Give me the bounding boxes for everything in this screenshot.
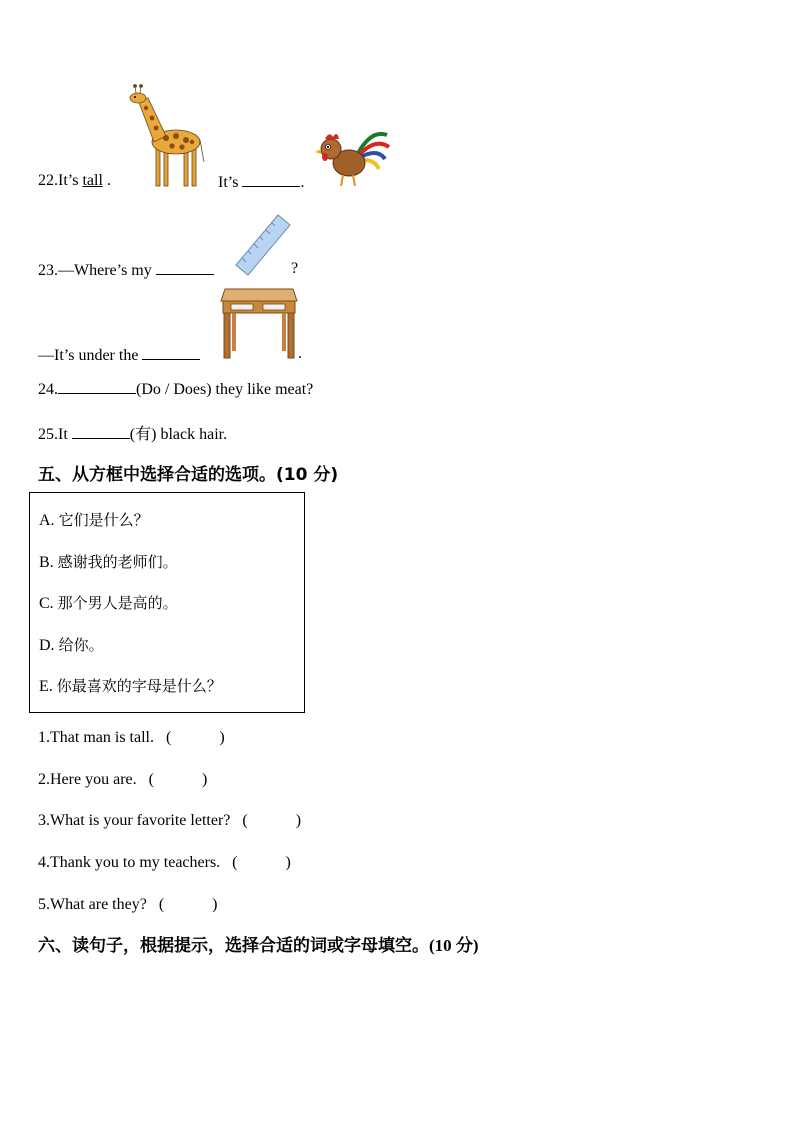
match-question-4: [38, 849, 291, 872]
q22-tall-word: tall: [82, 172, 103, 189]
option-e: [39, 675, 222, 696]
match-question-text: 3.What is your favorite letter?: [38, 812, 231, 829]
q25-text: (有) black hair.: [129, 426, 228, 443]
match-question-text: 1.That man is tall.: [38, 729, 154, 746]
match-question-1: [38, 724, 225, 747]
option-letter: A.: [39, 512, 55, 529]
option-text: 你最喜欢的字母是什么？: [56, 677, 222, 695]
options-box: [29, 492, 305, 713]
q22-right-text: It’s: [218, 174, 243, 191]
ruler-icon: [232, 211, 292, 277]
match-question-2: [38, 766, 207, 789]
q23-answer-blank-2[interactable]: [142, 345, 200, 360]
match-question-5: [38, 891, 218, 914]
q22-right-period: .: [300, 174, 305, 191]
q23-period: .: [298, 345, 302, 362]
option-text: 感谢我的老师们。: [57, 553, 178, 571]
option-letter: E.: [39, 678, 53, 695]
section-6-title-text: 六、读句子，根据提示，选择合适的词或字母填空。: [38, 936, 429, 956]
answer-parentheses[interactable]: ( ): [158, 896, 218, 913]
q22-text: It’s: [58, 172, 83, 189]
option-d: [39, 634, 104, 655]
match-question-text: 2.Here you are.: [38, 771, 137, 788]
q22-answer-blank[interactable]: [242, 172, 300, 187]
match-question-3: [38, 807, 301, 830]
answer-parentheses[interactable]: ( ): [165, 729, 225, 746]
giraffe-icon: [126, 84, 206, 188]
option-letter: B.: [39, 554, 54, 571]
question-23-line2: [38, 345, 200, 365]
answer-parentheses[interactable]: ( ): [242, 812, 302, 829]
option-text: 它们是什么？: [58, 511, 149, 529]
option-letter: C.: [39, 595, 54, 612]
question-25: [38, 421, 227, 444]
rooster-icon: [313, 125, 391, 189]
option-a: [39, 509, 149, 530]
q24-answer-blank[interactable]: [58, 379, 136, 394]
q23-answer-text: —It’s under the: [38, 347, 143, 364]
option-letter: D.: [39, 637, 55, 654]
q23-answer-blank-1[interactable]: [156, 260, 214, 275]
q23-question-text: 23.—Where’s my: [38, 262, 156, 279]
q24-text: (Do / Does) they like meat?: [136, 381, 314, 398]
q22-period: .: [102, 172, 111, 189]
match-question-text: 4.Thank you to my teachers.: [38, 854, 221, 871]
option-b: [39, 551, 178, 572]
question-24: [38, 379, 313, 399]
section-6-score: (10 分): [429, 936, 479, 955]
q23-question-mark: ?: [291, 260, 299, 277]
option-text: 那个男人是高的。: [57, 594, 178, 612]
answer-parentheses[interactable]: ( ): [232, 854, 291, 871]
question-23-line1: [38, 260, 214, 280]
desk-icon: [219, 287, 299, 359]
q25-number: 25.It: [38, 426, 72, 443]
match-question-text: 5.What are they?: [38, 896, 147, 913]
section-5-title: 五、从方框中选择合适的选项。(10 分): [38, 465, 339, 485]
q24-number: 24.: [38, 381, 58, 398]
option-text: 给你。: [58, 636, 104, 654]
question-22-right: [218, 172, 304, 192]
answer-parentheses[interactable]: ( ): [148, 771, 208, 788]
section-6-title: [38, 931, 479, 956]
question-22-left: [38, 172, 111, 190]
q25-answer-blank[interactable]: [72, 424, 130, 439]
option-c: [39, 592, 178, 613]
q22-number: 22.: [38, 172, 58, 189]
